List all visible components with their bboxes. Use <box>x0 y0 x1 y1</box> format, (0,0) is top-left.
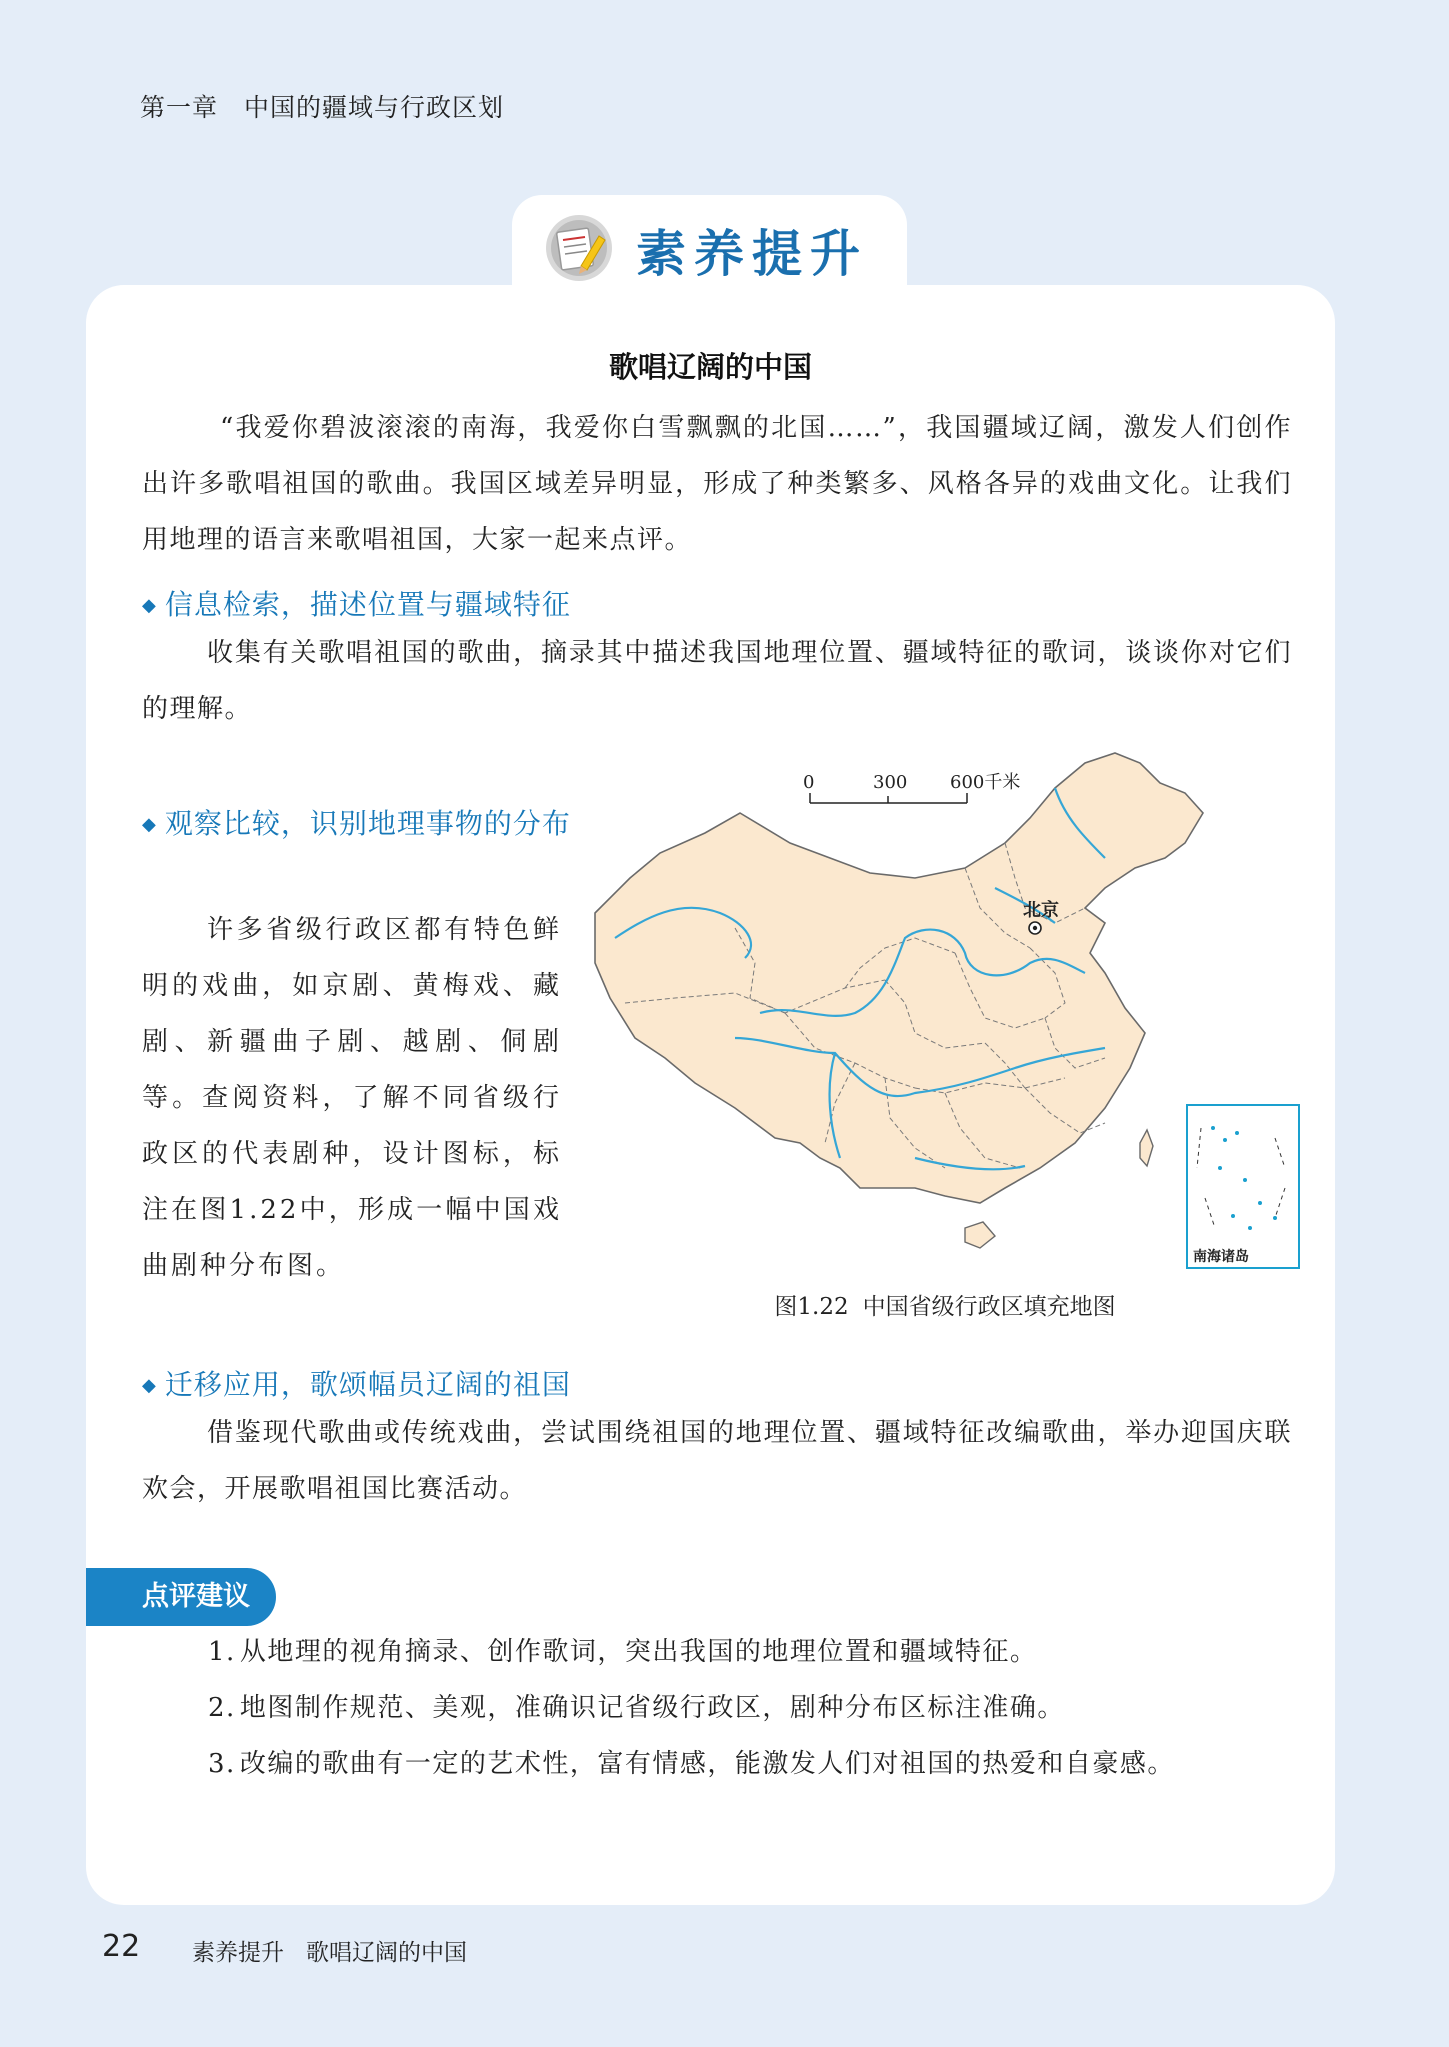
diamond-icon: ◆ <box>142 595 157 616</box>
scale-label-300: 300 <box>873 772 908 793</box>
chapter-number: 第一章 <box>140 93 219 122</box>
intro-paragraph: “我爱你碧波滚滚的南海，我爱你白雪飘飘的北国……”，我国疆域辽阔，激发人们创作出许多歌唱祖国的歌曲。我国区域差异明显，形成了种类繁多、风格各异的戏曲文化。让我们用地理的语言来歌唱祖国，大家一起来点评。 <box>142 413 1292 555</box>
footer-section: 素养提升 <box>192 1940 284 1966</box>
footer-title: 歌唱辽阔的中国 <box>306 1940 467 1966</box>
running-footer <box>192 1934 467 1967</box>
section-title-1: 信息检索，描述位置与疆域特征 <box>164 588 571 621</box>
review-item <box>208 1680 1175 1736</box>
review-item-text: 地图制作规范、美观，准确识记省级行政区，剧种分布区标注准确。 <box>239 1693 1065 1723</box>
section-body-2: 许多省级行政区都有特色鲜明的戏曲，如京剧、黄梅戏、藏剧、新疆曲子剧、越剧、侗剧等。查阅资料，了解不同省级行政区的代表剧种，设计图标，标注在图1.22中，形成一幅中国戏曲剧种分布图。 <box>142 915 562 1281</box>
section-heading-2 <box>142 798 572 851</box>
scale-bar <box>803 772 1020 803</box>
review-item-text: 从地理的视角摘录、创作歌词，突出我国的地理位置和疆域特征。 <box>239 1637 1038 1667</box>
inset-label: 南海诸岛 <box>1193 1249 1249 1265</box>
scale-label-600: 600千米 <box>950 772 1021 793</box>
taiwan-island <box>1140 1130 1153 1166</box>
section-heading-3 <box>142 1363 571 1403</box>
china-province-map <box>585 748 1305 1278</box>
review-list <box>208 1624 1175 1792</box>
section-body-1: 收集有关歌唱祖国的歌曲，摘录其中描述我国地理位置、疆域特征的歌词，谈谈你对它们的理解。 <box>142 638 1292 724</box>
review-label: 点评建议 <box>86 1568 276 1626</box>
section-heading-1 <box>142 583 571 623</box>
section-title-3: 迁移应用，歌颂幅员辽阔的祖国 <box>164 1368 571 1401</box>
banner-title: 素养提升 <box>636 224 868 283</box>
south-china-sea-inset <box>1187 1105 1299 1268</box>
capital-label: 北京 <box>1023 900 1059 921</box>
diamond-icon: ◆ <box>142 1375 157 1396</box>
chapter-title: 中国的疆域与行政区划 <box>244 93 505 122</box>
article-title: 歌唱辽阔的中国 <box>608 350 812 384</box>
scale-label-0: 0 <box>803 772 815 793</box>
chapter-header <box>140 88 504 124</box>
review-item-number: 2. <box>208 1693 236 1723</box>
figure-number: 图1.22 <box>774 1294 849 1320</box>
review-item <box>208 1624 1175 1680</box>
review-item-text: 改编的歌曲有一定的艺术性，富有情感，能激发人们对祖国的热爱和自豪感。 <box>239 1749 1175 1779</box>
notepad-pencil-icon <box>545 214 613 282</box>
mainland-outline <box>595 753 1203 1203</box>
review-item-number: 1. <box>208 1637 236 1667</box>
section-title-2: 观察比较，识别地理事物的分布 <box>164 807 571 840</box>
figure-caption <box>585 1288 1305 1321</box>
review-item-number: 3. <box>208 1749 236 1779</box>
section-body-3: 借鉴现代歌曲或传统戏曲，尝试围绕祖国的地理位置、疆域特征改编歌曲，举办迎国庆联欢会，开展歌唱祖国比赛活动。 <box>142 1418 1292 1504</box>
page-number: 22 <box>102 1929 141 1964</box>
hainan-island <box>965 1222 995 1248</box>
figure-caption-text: 中国省级行政区填充地图 <box>862 1294 1116 1320</box>
diamond-icon: ◆ <box>142 814 157 835</box>
review-item <box>208 1736 1175 1792</box>
